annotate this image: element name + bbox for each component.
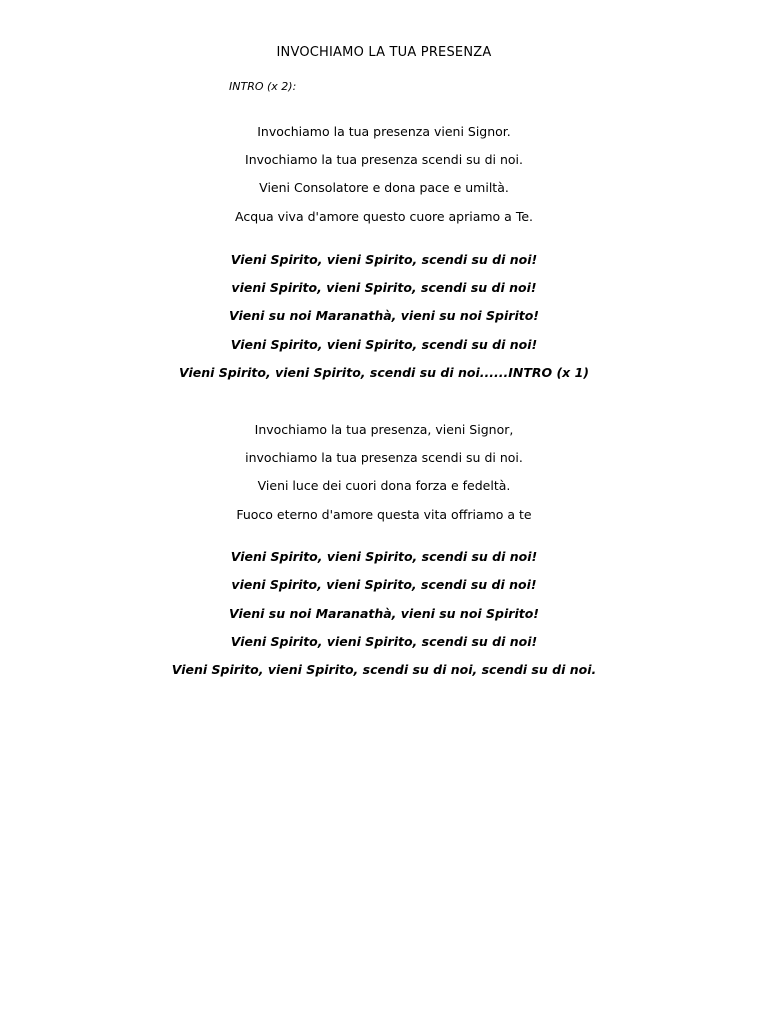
chorus1-line: Vieni su noi Maranathà, vieni su noi Spirito! bbox=[229, 308, 539, 323]
verse1-line: Acqua viva d'amore questo cuore apriamo a Te. bbox=[234, 209, 533, 224]
song-title: INVOCHIAMO LA TUA PRESENZA bbox=[276, 45, 492, 60]
chorus1-line: Vieni Spirito, vieni Spirito, scendi su di noi......INTRO (x 1) bbox=[178, 365, 590, 380]
chorus2-line: Vieni Spirito, vieni Spirito, scendi su di noi! bbox=[230, 634, 538, 649]
verse2-line: Invochiamo la tua presenza, vieni Signor, bbox=[254, 422, 514, 437]
chorus1-line: Vieni Spirito, vieni Spirito, scendi su di noi! bbox=[230, 337, 538, 352]
verse1-line: Invochiamo la tua presenza vieni Signor. bbox=[257, 124, 511, 139]
verse2-line: Vieni luce dei cuori dona forza e fedeltà. bbox=[257, 478, 511, 493]
chorus2-line: Vieni Spirito, vieni Spirito, scendi su di noi, scendi su di noi. bbox=[171, 662, 597, 677]
verse2-line: Fuoco eterno d'amore questa vita offriamo a te bbox=[236, 507, 532, 522]
chorus1-line: Vieni Spirito, vieni Spirito, scendi su di noi! bbox=[230, 252, 538, 267]
verse2-line: invochiamo la tua presenza scendi su di noi. bbox=[245, 450, 523, 465]
chorus2-line: vieni Spirito, vieni Spirito, scendi su di noi! bbox=[231, 577, 537, 592]
chorus1-line: vieni Spirito, vieni Spirito, scendi su di noi! bbox=[231, 280, 537, 295]
intro-label: INTRO (x 2): bbox=[229, 80, 297, 93]
chorus2-line: Vieni su noi Maranathà, vieni su noi Spirito! bbox=[229, 606, 539, 621]
verse1-line: Vieni Consolatore e dona pace e umiltà. bbox=[259, 180, 509, 195]
chorus2-line: Vieni Spirito, vieni Spirito, scendi su di noi! bbox=[230, 549, 538, 564]
verse1-line: Invochiamo la tua presenza scendi su di noi. bbox=[245, 152, 523, 167]
